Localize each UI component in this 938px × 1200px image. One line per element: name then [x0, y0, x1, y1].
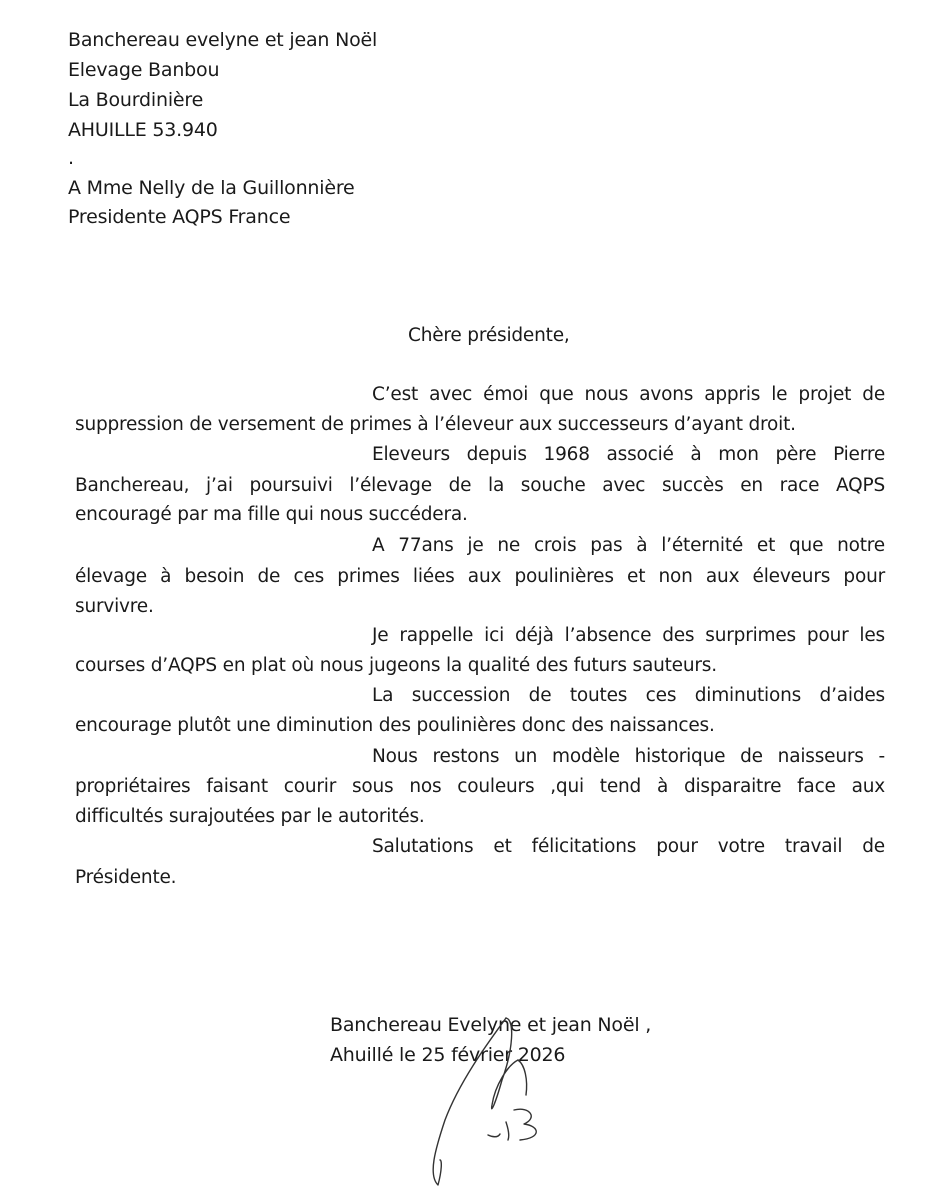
body-line: courses d’AQPS en plat où nous jugeons la qualité des futurs sauteurs.: [75, 655, 717, 676]
body-line: Présidente.: [75, 867, 177, 888]
body-line: suppression de versement de primes à l’éleveur aux successeurs d’ayant droit.: [75, 414, 796, 435]
recipient-name: A Mme Nelly de la Guillonnière: [68, 177, 355, 199]
recipient-title: Presidente AQPS France: [68, 206, 291, 228]
body-line: Nous restons un modèle historique de naisseurs -: [372, 746, 885, 767]
signature-icon: [420, 1010, 580, 1190]
sender-farm: Elevage Banbou: [68, 59, 220, 81]
body-line: Eleveurs depuis 1968 associé à mon père Pierre: [372, 444, 885, 465]
body-line: La succession de toutes ces diminutions d’aides: [372, 685, 885, 706]
body-line: C’est avec émoi que nous avons appris le projet de: [372, 384, 885, 405]
sender-name: Banchereau evelyne et jean Noël: [68, 29, 378, 51]
body-line: Banchereau, j’ai poursuivi l’élevage de la souche avec succès en race AQPS: [75, 475, 885, 496]
closing-place-date: Ahuillé le 25 février 2026: [330, 1044, 566, 1066]
body-line: propriétaires faisant courir sous nos couleurs ,qui tend à disparaitre face aux: [75, 776, 885, 797]
body-line: Je rappelle ici déjà l’absence des surprimes pour les: [372, 625, 885, 646]
body-line: élevage à besoin de ces primes liées aux poulinières et non aux éleveurs pour: [75, 566, 885, 587]
body-line: difficultés surajoutées par le autorités.: [75, 806, 425, 827]
closing-name: Banchereau Evelyne et jean Noël ,: [330, 1014, 652, 1036]
body-line: encourage plutôt une diminution des poulinières donc des naissances.: [75, 715, 715, 736]
salutation: Chère présidente,: [408, 325, 570, 346]
body-line: Salutations et félicitations pour votre travail de: [372, 836, 885, 857]
sender-dot: .: [68, 147, 74, 169]
body-line: A 77ans je ne crois pas à l’éternité et que notre: [372, 535, 885, 556]
body-line: encouragé par ma fille qui nous succédera.: [75, 504, 468, 525]
sender-city: AHUILLE 53.940: [68, 119, 218, 141]
body-line: survivre.: [75, 596, 154, 617]
sender-address: La Bourdinière: [68, 89, 204, 111]
